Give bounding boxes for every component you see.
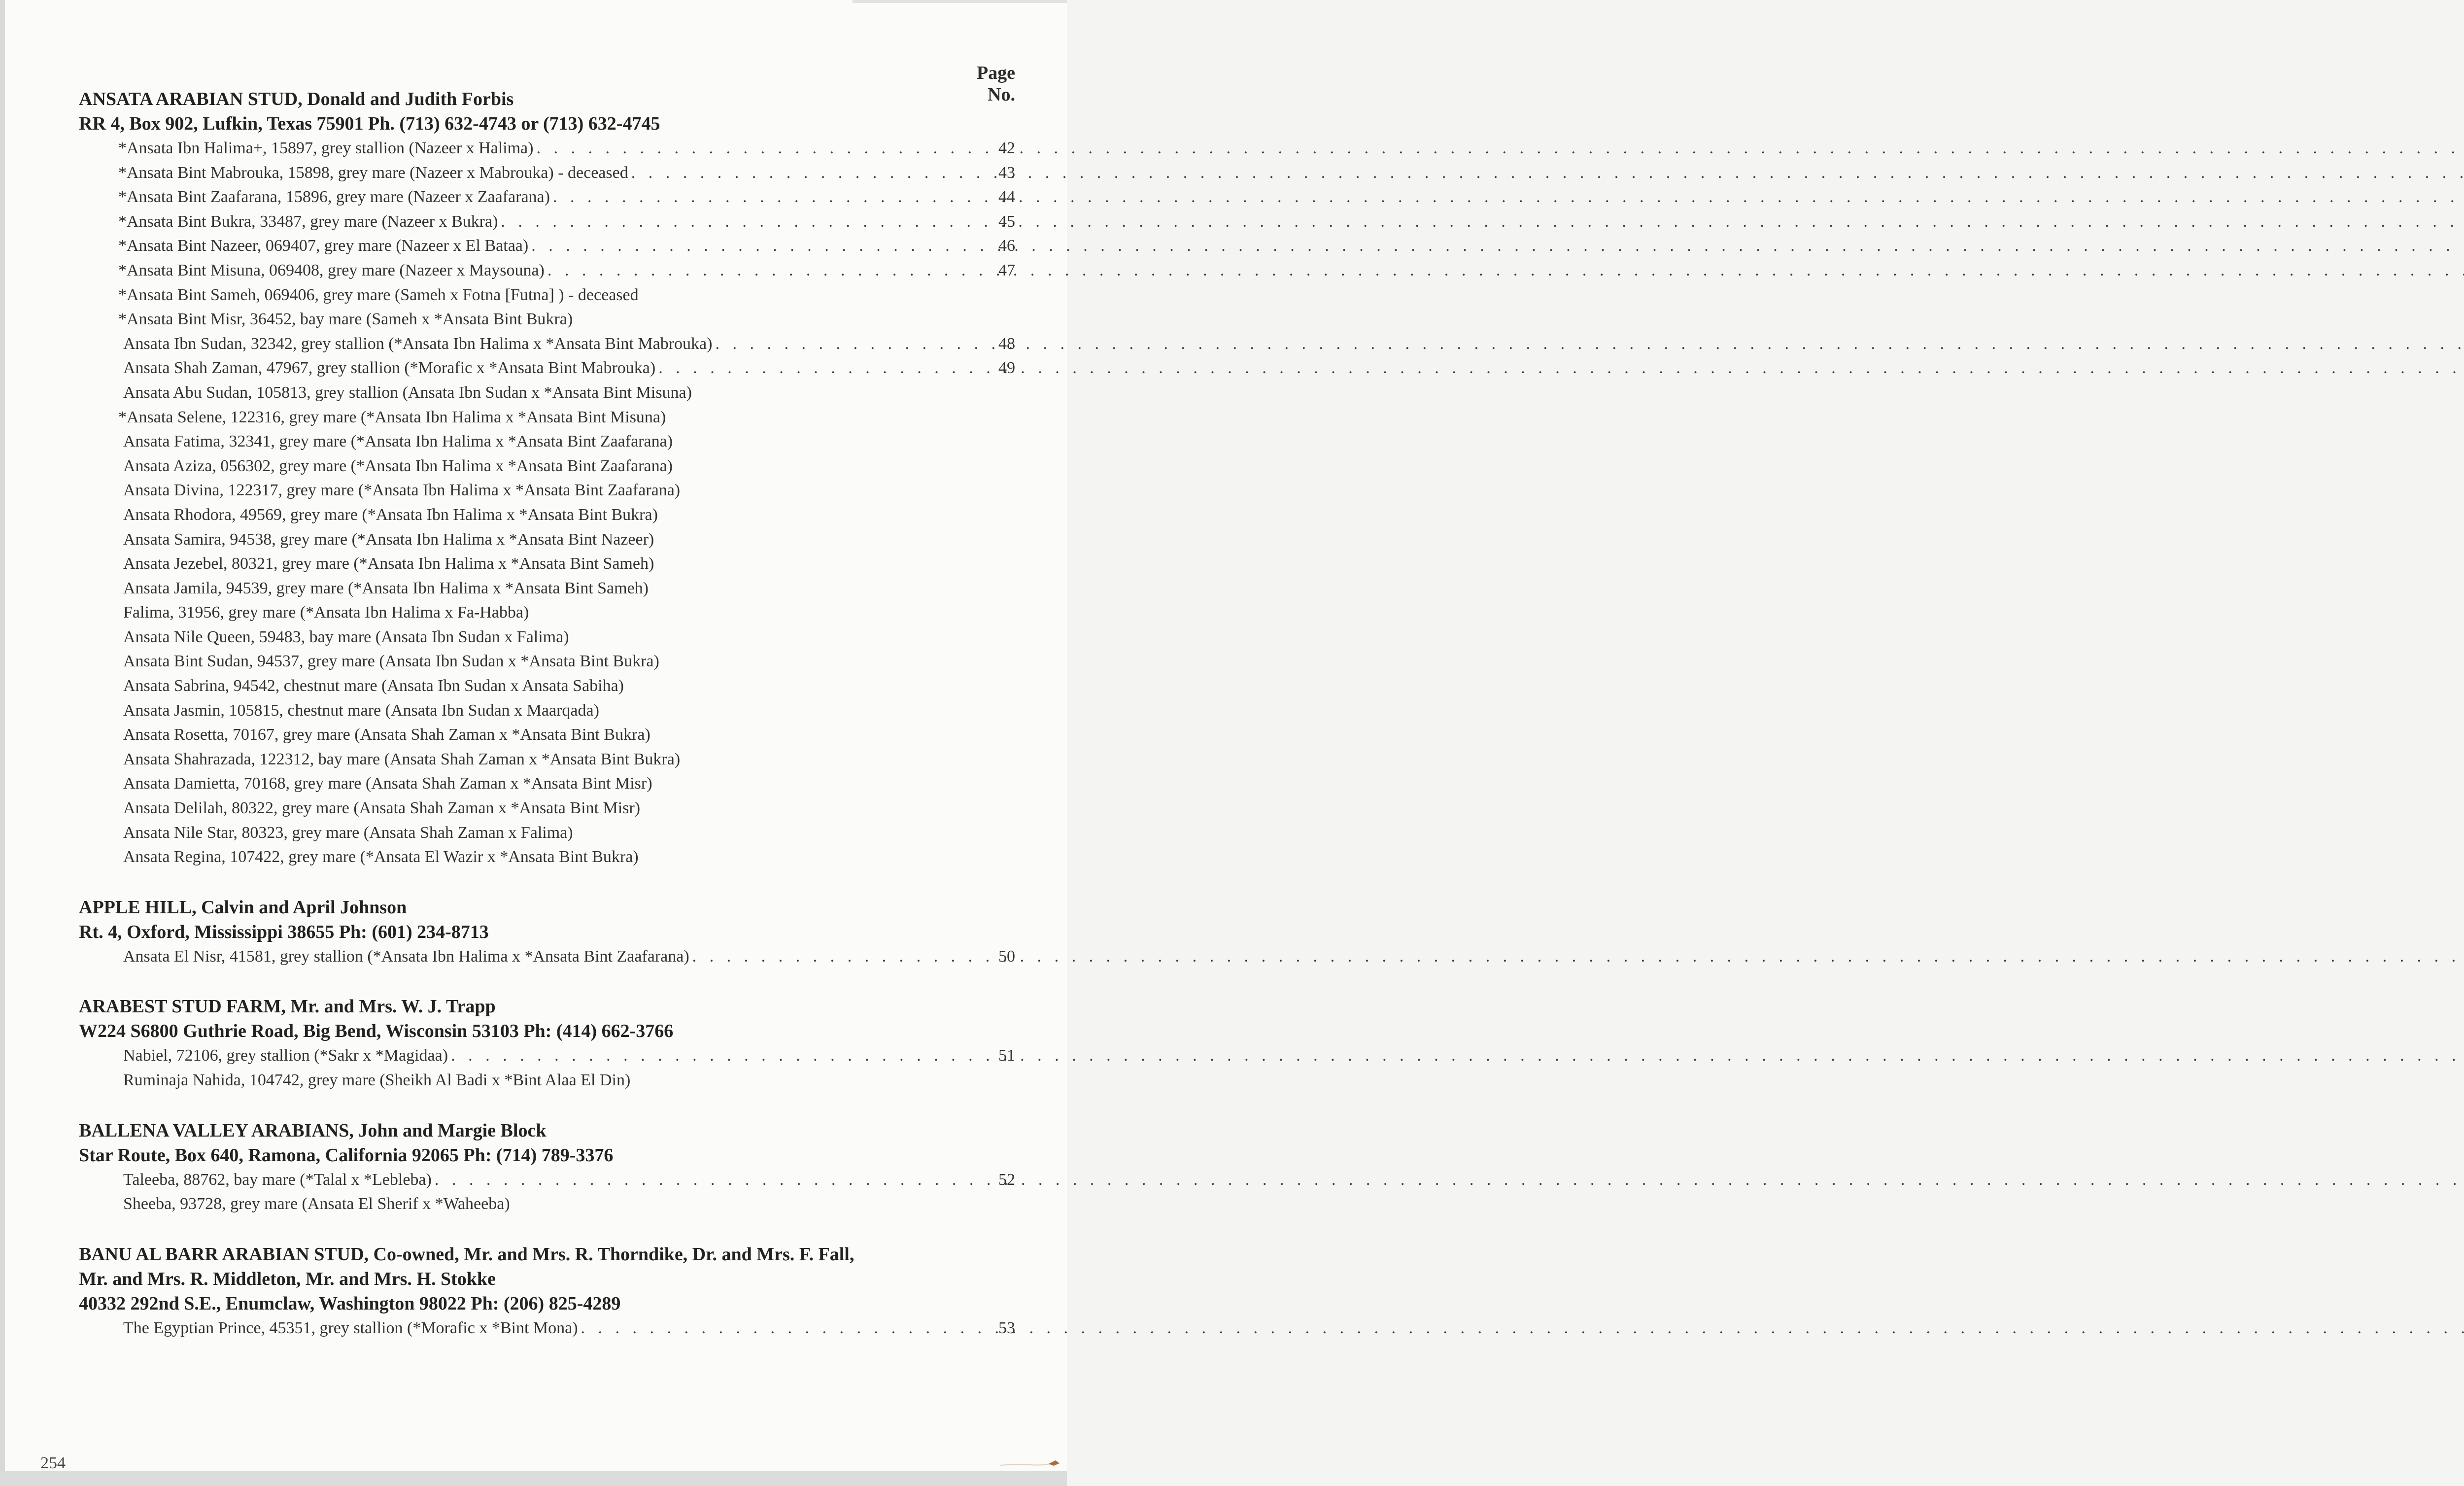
horse-entry	[79, 185, 1015, 209]
horse-entry	[79, 747, 1015, 772]
entry-page-number: 49	[998, 359, 1015, 378]
horse-description: Ansata Bint Sudan, 94537, grey mare (Ansata Ibn Sudan x *Ansata Bint Bukra)	[123, 652, 659, 671]
entry-page-number: 48	[998, 334, 1015, 353]
horse-entry	[79, 380, 1015, 405]
entry-page-number: 45	[998, 212, 1015, 231]
stud-owner-name: ANSATA ARABIAN STUD, Donald and Judith Forbis	[79, 89, 514, 109]
stud-section	[79, 1118, 1015, 1216]
horse-description: Ansata Divina, 122317, grey mare (*Ansata Ibn Halima x *Ansata Bint Zaafarana)	[123, 481, 681, 500]
horse-description: Ansata Shah Zaman, 47967, grey stallion (*Morafic x *Ansata Bint Mabrouka)	[123, 359, 656, 378]
horse-entry	[79, 771, 1015, 796]
dot-leader	[578, 1316, 992, 1341]
horse-description: The Egyptian Prince, 45351, grey stallion (*Morafic x *Bint Mona)	[123, 1318, 578, 1337]
horse-description: *Ansata Bint Mabrouka, 15898, grey mare (Nazeer x Mabrouka) - deceased	[118, 163, 628, 182]
horse-description: Ansata Fatima, 32341, grey mare (*Ansata Ibn Halima x *Ansata Bint Zaafarana)	[123, 432, 673, 451]
horse-entry	[79, 552, 1015, 576]
stud-owner-address: Rt. 4, Oxford, Mississippi 38655 Ph: (601) 234-8713	[79, 921, 489, 942]
horse-description: Ansata Rosetta, 70167, grey mare (Ansata Shah Zaman x *Ansata Bint Bukra)	[123, 726, 650, 744]
stud-owner-address: W224 S6800 Guthrie Road, Big Bend, Wisconsin 53103 Ph: (414) 662-3766	[79, 1021, 674, 1042]
entry-page-number: 47	[998, 261, 1015, 279]
horse-entry	[79, 1168, 1015, 1192]
stud-owner-address: 40332 292nd S.E., Enumclaw, Washington 98022 Ph: (206) 825-4289	[79, 1293, 621, 1314]
horse-description: Ansata Nile Star, 80323, grey mare (Ansata Shah Zaman x Falima)	[123, 823, 573, 842]
horse-entry	[79, 503, 1015, 527]
horse-description: Ansata Sabrina, 94542, chestnut mare (Ansata Ibn Sudan x Ansata Sabiha)	[123, 677, 624, 695]
horse-description: Taleeba, 88762, bay mare (*Talal x *Lebleba)	[123, 1170, 432, 1189]
horse-description: Ansata Jezebel, 80321, grey mare (*Ansata Ibn Halima x *Ansata Bint Sameh)	[123, 554, 654, 573]
page-number: 254	[40, 1454, 66, 1472]
horse-entry	[79, 796, 1015, 821]
dot-leader	[550, 185, 992, 209]
horse-entry	[79, 356, 1015, 380]
horse-description: *Ansata Bint Zaafarana, 15896, grey mare (Nazeer x Zaafarana)	[118, 188, 550, 207]
entry-page-number: 46	[998, 237, 1015, 255]
horse-list	[79, 1043, 1015, 1092]
stud-owner-address: Mr. and Mrs. R. Middleton, Mr. and Mrs. H. Stokke	[79, 1268, 496, 1289]
horse-list	[79, 1316, 1015, 1341]
entry-page-number: 43	[998, 163, 1015, 182]
horse-entry	[79, 332, 1015, 356]
horse-description: *Ansata Selene, 122316, grey mare (*Ansata Ibn Halima x *Ansata Bint Misuna)	[118, 408, 666, 426]
horse-entry	[79, 136, 1015, 161]
entry-page-number: 44	[998, 188, 1015, 207]
horse-entry	[79, 258, 1015, 283]
horse-description: Ansata El Nisr, 41581, grey stallion (*Ansata Ibn Halima x *Ansata Bint Zaafarana)	[123, 947, 689, 966]
horse-description: Ansata Aziza, 056302, grey mare (*Ansata Ibn Halima x *Ansata Bint Zaafarana)	[123, 456, 673, 475]
ink-smudge	[991, 1459, 1064, 1468]
horse-description: Ansata Damietta, 70168, grey mare (Ansata Shah Zaman x *Ansata Bint Misr)	[123, 774, 652, 793]
entry-page-number: 50	[998, 947, 1015, 966]
horse-entry	[79, 625, 1015, 650]
dot-leader	[628, 161, 992, 185]
horse-description: *Ansata Bint Misuna, 069408, grey mare (Nazeer x Maysouna)	[118, 261, 545, 279]
horse-description: *Ansata Bint Bukra, 33487, grey mare (Nazeer x Bukra)	[118, 212, 498, 231]
stud-listing	[79, 87, 1015, 1366]
horse-entry	[79, 674, 1015, 698]
dot-leader	[528, 234, 992, 258]
horse-entry	[79, 234, 1015, 258]
dot-leader	[545, 258, 992, 283]
stud-owner-name: BANU AL BARR ARABIAN STUD, Co-owned, Mr. and Mrs. R. Thorndike, Dr. and Mrs. F. Fall,	[79, 1244, 855, 1265]
horse-description: Ruminaja Nahida, 104742, grey mare (Sheikh Al Badi x *Bint Alaa El Din)	[123, 1071, 631, 1089]
horse-description: Ansata Abu Sudan, 105813, grey stallion (Ansata Ibn Sudan x *Ansata Bint Misuna)	[123, 383, 692, 402]
horse-description: *Ansata Bint Nazeer, 069407, grey mare (Nazeer x El Bataa)	[118, 237, 529, 255]
horse-entry	[79, 821, 1015, 845]
horse-list	[79, 136, 1015, 869]
stud-section	[79, 895, 1015, 969]
horse-entry	[79, 307, 1015, 332]
horse-entry	[79, 698, 1015, 723]
entry-page-number: 51	[998, 1046, 1015, 1065]
horse-description: Ansata Samira, 94538, grey mare (*Ansata Ibn Halima x *Ansata Bint Nazeer)	[123, 530, 654, 549]
horse-entry	[79, 845, 1015, 869]
horse-entry	[79, 405, 1015, 430]
stud-section	[79, 994, 1015, 1092]
stud-section	[79, 87, 1015, 869]
horse-entry	[79, 161, 1015, 185]
horse-description: *Ansata Bint Misr, 36452, bay mare (Sameh x *Ansata Bint Bukra)	[118, 310, 573, 329]
horse-description: Ansata Rhodora, 49569, grey mare (*Ansata Ibn Halima x *Ansata Bint Bukra)	[123, 505, 658, 524]
horse-entry	[79, 1192, 1015, 1216]
horse-entry	[79, 1316, 1015, 1341]
horse-list	[79, 1168, 1015, 1216]
horse-description: Ansata Ibn Sudan, 32342, grey stallion (*Ansata Ibn Halima x *Ansata Bint Mabrouka)	[123, 334, 713, 353]
dot-leader	[432, 1168, 992, 1192]
entry-page-number: 42	[998, 139, 1015, 157]
dot-leader	[533, 136, 992, 161]
scan-edge-top	[853, 0, 1067, 3]
horse-entry	[79, 723, 1015, 747]
horse-entry	[79, 1043, 1015, 1068]
dot-leader	[498, 209, 992, 234]
horse-entry	[79, 429, 1015, 454]
horse-entry	[79, 600, 1015, 625]
scan-edge-bottom	[0, 1471, 1067, 1486]
dot-leader	[448, 1043, 992, 1068]
horse-entry	[79, 1068, 1015, 1093]
horse-description: *Ansata Bint Sameh, 069406, grey mare (Sameh x Fotna [Futna] ) - deceased	[118, 285, 639, 304]
page-no-column-heading: Page No.	[976, 63, 1015, 105]
horse-entry	[79, 283, 1015, 308]
dot-leader	[712, 332, 992, 356]
dot-leader	[689, 944, 992, 969]
stud-owner-address: Star Route, Box 640, Ramona, California 92065 Ph: (714) 789-3376	[79, 1144, 614, 1166]
horse-description: Ansata Jamila, 94539, grey mare (*Ansata Ibn Halima x *Ansata Bint Sameh)	[123, 579, 649, 597]
horse-entry	[79, 576, 1015, 601]
horse-description: Ansata Nile Queen, 59483, bay mare (Ansata Ibn Sudan x Falima)	[123, 627, 569, 646]
horse-entry	[79, 209, 1015, 234]
stud-owner-name: ARABEST STUD FARM, Mr. and Mrs. W. J. Trapp	[79, 996, 496, 1017]
entry-page-number: 53	[998, 1318, 1015, 1337]
dot-leader	[655, 356, 992, 380]
document-page	[0, 0, 1067, 1486]
horse-entry	[79, 454, 1015, 479]
horse-entry	[79, 527, 1015, 552]
stud-section	[79, 1242, 1015, 1341]
horse-entry	[79, 649, 1015, 674]
horse-entry	[79, 944, 1015, 969]
horse-description: *Ansata Ibn Halima+, 15897, grey stallion (Nazeer x Halima)	[118, 139, 534, 157]
horse-description: Nabiel, 72106, grey stallion (*Sakr x *Magidaa)	[123, 1046, 448, 1065]
horse-description: Falima, 31956, grey mare (*Ansata Ibn Halima x Fa-Habba)	[123, 603, 529, 622]
horse-description: Ansata Shahrazada, 122312, bay mare (Ansata Shah Zaman x *Ansata Bint Bukra)	[123, 750, 681, 768]
stud-owner-name: APPLE HILL, Calvin and April Johnson	[79, 897, 407, 918]
horse-entry	[79, 478, 1015, 503]
stud-owner-address: RR 4, Box 902, Lufkin, Texas 75901 Ph. (713) 632-4743 or (713) 632-4745	[79, 113, 660, 134]
horse-description: Ansata Jasmin, 105815, chestnut mare (Ansata Ibn Sudan x Maarqada)	[123, 701, 599, 720]
horse-description: Ansata Regina, 107422, grey mare (*Ansata El Wazir x *Ansata Bint Bukra)	[123, 848, 639, 866]
stud-owner-name: BALLENA VALLEY ARABIANS, John and Margie Block	[79, 1120, 547, 1141]
horse-list	[79, 944, 1015, 969]
horse-description: Sheeba, 93728, grey mare (Ansata El Sherif x *Waheeba)	[123, 1195, 510, 1213]
entry-page-number: 52	[998, 1170, 1015, 1189]
horse-description: Ansata Delilah, 80322, grey mare (Ansata Shah Zaman x *Ansata Bint Misr)	[123, 799, 641, 818]
scan-edge-left	[0, 0, 5, 1486]
